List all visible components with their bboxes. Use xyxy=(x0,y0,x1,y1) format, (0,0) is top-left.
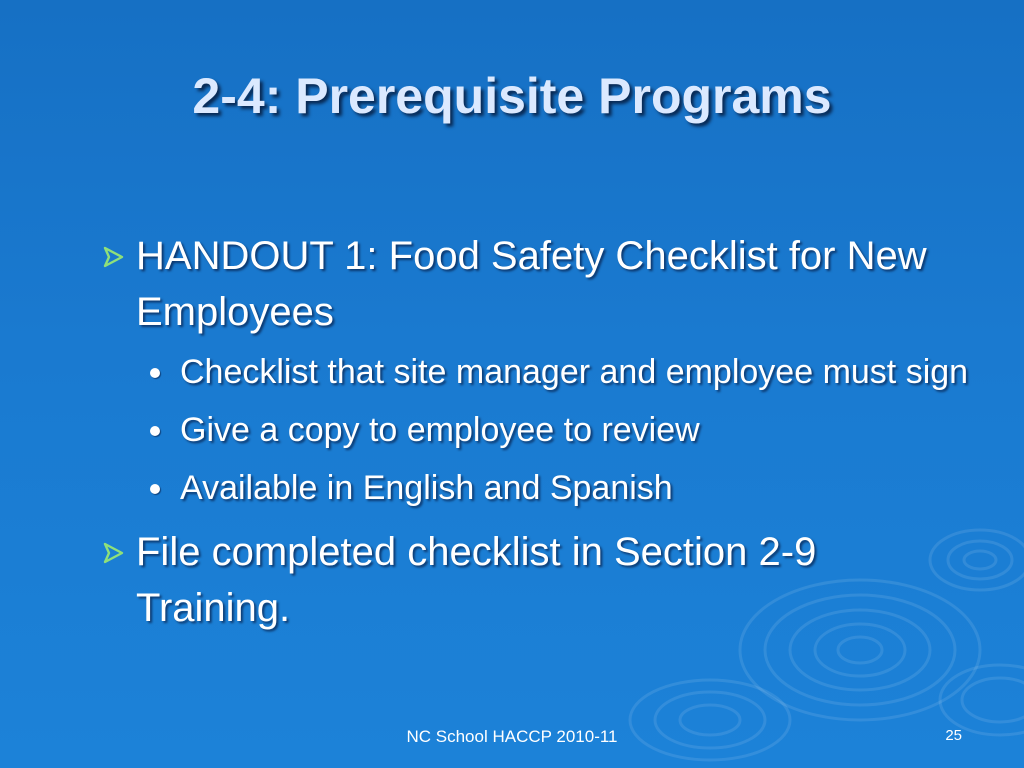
bullet-item xyxy=(98,228,978,340)
sub-bullet-text: Checklist that site manager and employee must sign xyxy=(180,353,969,391)
arrow-chevron-icon xyxy=(102,246,126,268)
arrow-chevron-icon xyxy=(102,542,126,564)
slide-footer: NC School HACCP 2010-11 xyxy=(406,727,618,746)
slide-title: 2-4: Prerequisite Programs xyxy=(192,68,832,124)
sub-bullet-text: Available in English and Spanish xyxy=(180,469,673,507)
slide-content xyxy=(98,228,978,636)
slide-number: 25 xyxy=(945,727,962,744)
sub-bullet-text: Give a copy to employee to review xyxy=(180,411,700,449)
sub-bullet-item xyxy=(144,466,978,510)
bullet-item xyxy=(98,524,978,636)
dot-icon xyxy=(150,484,160,494)
bullet-text: HANDOUT 1: Food Safety Checklist for New Employees xyxy=(136,234,927,334)
dot-icon xyxy=(150,368,160,378)
sub-bullet-item xyxy=(144,350,978,394)
sub-bullet-item xyxy=(144,408,978,452)
dot-icon xyxy=(150,426,160,436)
bullet-text: File completed checklist in Section 2-9 Training. xyxy=(136,530,817,630)
